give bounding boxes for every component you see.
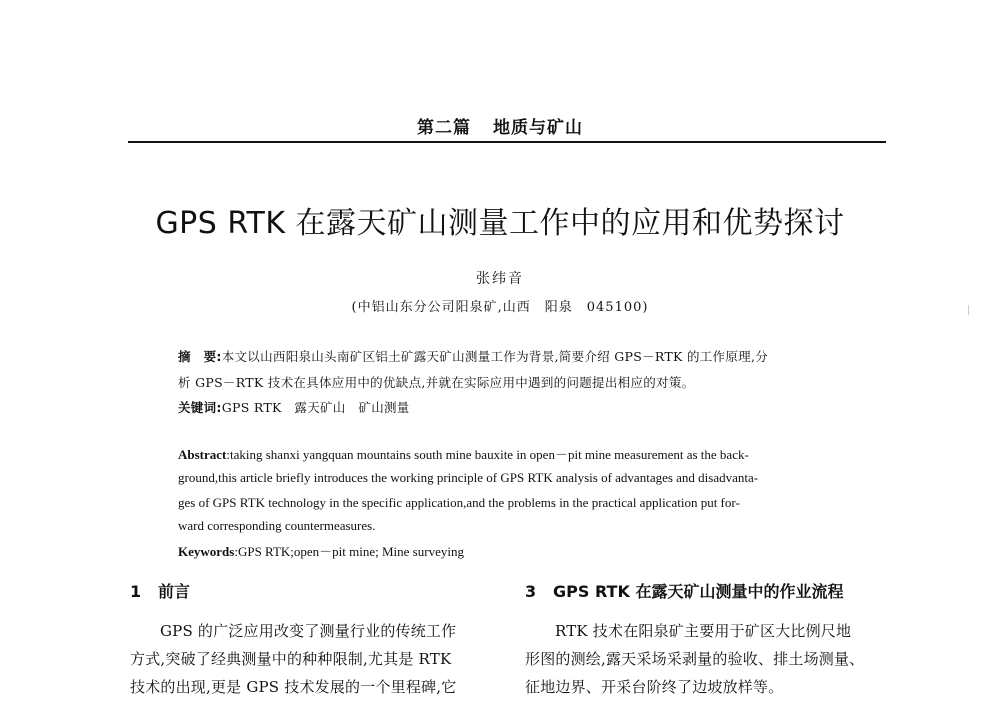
section-name: 地质与矿山: [493, 118, 583, 138]
abstract-en-label: Abstract: [178, 447, 227, 462]
abstract-cn-line-1: [178, 347, 768, 365]
keywords-en-text: :GPS RTK;open－pit mine; Mine surveying: [234, 544, 464, 559]
left-section-heading: [130, 579, 190, 602]
abstract-en-text-1: :taking shanxi yangquan mountains south mine bauxite in open－pit mine measurement as the back-: [226, 447, 749, 462]
abstract-cn-label: 摘 要:: [178, 349, 222, 364]
left-heading-number: 1: [130, 582, 142, 601]
left-body-line-2: 方式,突破了经典测量中的种种限制,尤其是 RTK: [130, 650, 452, 668]
right-body-line-3: 征地边界、开采台阶终了边坡放样等。: [525, 678, 784, 696]
right-heading-number: 3: [525, 582, 537, 601]
author: 张纬音: [476, 271, 524, 287]
keywords-en-label: Keywords: [178, 544, 235, 559]
abstract-cn-text-1: 本文以山西阳泉山头南矿区铝土矿露天矿山测量工作为背景,简要介绍 GPS－RTK 的工作原理,分: [221, 349, 769, 364]
right-body-line-2: 形图的测绘,露天采场采剥量的验收、排土场测量、: [525, 650, 865, 668]
abstract-en-line-1: [178, 444, 749, 463]
section-header: [0, 113, 1000, 138]
affiliation: (中铝山东分公司阳泉矿,山西 阳泉 045100): [351, 300, 649, 315]
right-section-heading: [525, 579, 843, 602]
keywords-cn-label: 关键词:: [178, 400, 222, 415]
section-part: 第二篇: [417, 118, 471, 138]
keywords-cn-text: GPS RTK 露天矿山 矿山测量: [221, 400, 410, 415]
left-body-line-1: GPS 的广泛应用改变了测量行业的传统工作: [160, 622, 457, 640]
left-heading-text: 前言: [158, 582, 191, 601]
keywords-en: [178, 541, 464, 560]
abstract-en-line-4: ward corresponding countermeasures.: [178, 518, 376, 533]
keywords-cn: [178, 398, 410, 416]
abstract-cn-line-2: 析 GPS－RTK 技术在具体应用中的优缺点,并就在实际应用中遇到的问题提出相应的对策。: [178, 375, 695, 390]
abstract-en-line-2: ground,this article briefly introduces the working principle of GPS RTK analysis of advantages and disadvanta-: [178, 470, 759, 485]
right-heading-text: GPS RTK 在露天矿山测量中的作业流程: [553, 582, 844, 601]
page-title: GPS RTK 在露天矿山测量工作中的应用和优势探讨: [155, 206, 845, 241]
header-rule: [128, 141, 886, 143]
abstract-en-line-3: ges of GPS RTK technology in the specific application,and the problems in the practical application put for-: [178, 495, 740, 510]
left-body-line-3: 技术的出现,更是 GPS 技术发展的一个里程碑,它: [130, 678, 457, 696]
right-body-line-1: RTK 技术在阳泉矿主要用于矿区大比例尺地: [555, 622, 852, 640]
scan-mark: [968, 305, 969, 315]
